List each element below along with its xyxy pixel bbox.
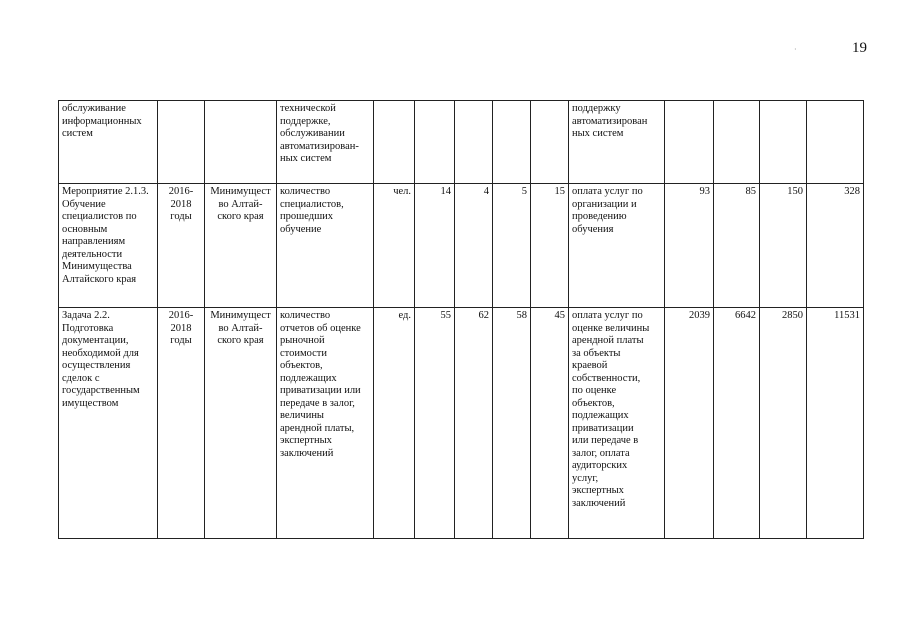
value-cell: 45 xyxy=(531,308,569,539)
funding-cell: 11531 xyxy=(807,308,864,539)
measure-name-cell: Мероприятие 2.1.3. Обучение специалистов по основным направлениям деятельности Минимущества Алтайского края xyxy=(59,184,158,308)
value-cell: 15 xyxy=(531,184,569,308)
value-cell: 4 xyxy=(455,184,493,308)
value-cell: 5 xyxy=(493,184,531,308)
funding-cell: 93 xyxy=(665,184,714,308)
funding-cell xyxy=(760,101,807,184)
value-cell xyxy=(455,101,493,184)
period-cell: 2016- 2018 годы xyxy=(158,308,205,539)
expense-cell: оплата услуг по организации и проведению обучения xyxy=(569,184,665,308)
program-table xyxy=(58,100,864,539)
value-cell: 62 xyxy=(455,308,493,539)
period-cell xyxy=(158,101,205,184)
unit-cell xyxy=(374,101,415,184)
value-cell: 55 xyxy=(415,308,455,539)
table-row xyxy=(59,184,864,308)
measure-name-cell: Задача 2.2. Подготовка документации, необходимой для осуществления сделок с государственным имуществом xyxy=(59,308,158,539)
funding-cell: 150 xyxy=(760,184,807,308)
scan-speck: · xyxy=(794,45,797,54)
funding-cell xyxy=(807,101,864,184)
funding-cell xyxy=(665,101,714,184)
executor-cell: Минимущест во Алтай- ского края xyxy=(205,184,277,308)
period-cell: 2016- 2018 годы xyxy=(158,184,205,308)
table-row xyxy=(59,308,864,539)
funding-cell: 2850 xyxy=(760,308,807,539)
value-cell: 58 xyxy=(493,308,531,539)
value-cell xyxy=(493,101,531,184)
unit-cell: чел. xyxy=(374,184,415,308)
indicator-cell: технической поддержке, обслуживании автоматизирован- ных систем xyxy=(277,101,374,184)
executor-cell xyxy=(205,101,277,184)
page-number: 19 xyxy=(852,40,867,56)
indicator-cell: количество специалистов, прошедших обучение xyxy=(277,184,374,308)
funding-cell xyxy=(714,101,760,184)
indicator-cell: количество отчетов об оценке рыночной стоимости объектов, подлежащих приватизации или передаче в залог, величины арендной платы, экспертных заключений xyxy=(277,308,374,539)
expense-cell: оплата услуг по оценке величины арендной платы за объекты краевой собственности, по оценке объектов, подлежащих приватизации или передаче в залог, оплата аудиторских услуг, экспертных заключений xyxy=(569,308,665,539)
table-row xyxy=(59,101,864,184)
measure-name-cell: обслуживание информационных систем xyxy=(59,101,158,184)
executor-cell: Минимущест во Алтай- ского края xyxy=(205,308,277,539)
unit-cell: ед. xyxy=(374,308,415,539)
value-cell xyxy=(415,101,455,184)
expense-cell: поддержку автоматизирован ных систем xyxy=(569,101,665,184)
funding-cell: 85 xyxy=(714,184,760,308)
funding-cell: 328 xyxy=(807,184,864,308)
funding-cell: 6642 xyxy=(714,308,760,539)
funding-cell: 2039 xyxy=(665,308,714,539)
value-cell xyxy=(531,101,569,184)
value-cell: 14 xyxy=(415,184,455,308)
